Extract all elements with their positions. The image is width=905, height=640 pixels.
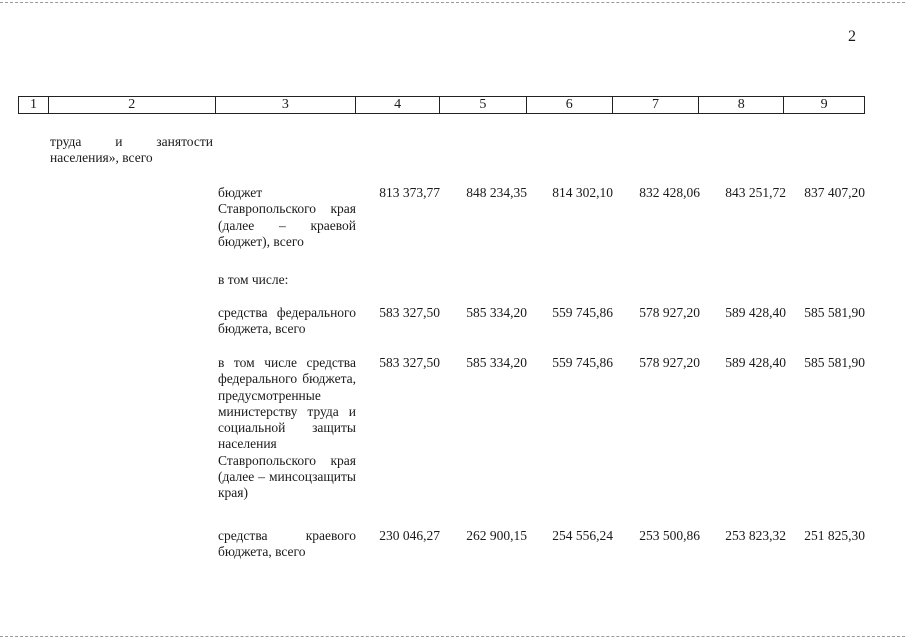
table-row (357, 355, 865, 371)
value-cell-col7: 578 927,20 (639, 305, 700, 320)
page-number: 2 (848, 28, 856, 45)
value-cell-col8: 589 428,40 (725, 355, 786, 370)
value-cell-col6: 559 745,86 (552, 355, 613, 370)
value-cell-col5: 848 234,35 (466, 185, 527, 200)
header-cell-1: 1 (19, 97, 49, 113)
value-cell-col7: 253 500,86 (639, 528, 700, 543)
value-cell-col4: 813 373,77 (379, 185, 440, 200)
value-cell-col6: 254 556,24 (552, 528, 613, 543)
header-cell-4: 4 (356, 97, 440, 113)
value-cell-col4: 583 327,50 (379, 305, 440, 320)
value-cell-col5: 262 900,15 (466, 528, 527, 543)
value-cell-col9: 251 825,30 (804, 528, 865, 543)
value-cell-col4: 230 046,27 (379, 528, 440, 543)
value-cell-col9: 837 407,20 (804, 185, 865, 200)
header-cell-5: 5 (440, 97, 527, 113)
header-cell-8: 8 (699, 97, 784, 113)
header-cell-9: 9 (820, 97, 828, 112)
header-cell-2: 2 (49, 97, 216, 113)
funding-source-label: средства федерального бюджета, всего (218, 305, 356, 337)
scan-edge-top (0, 2, 905, 3)
including-label: в том числе: (218, 272, 289, 287)
value-cell-col5: 585 334,20 (466, 305, 527, 320)
value-cell-col5: 585 334,20 (466, 355, 527, 370)
value-cell-col8: 589 428,40 (725, 305, 786, 320)
program-name-cell: труда и занятости населения», всего (50, 134, 213, 166)
funding-source-label: бюджет Ставропольского края (далее – краевой бюджет), всего (218, 185, 356, 249)
value-cell-col9: 585 581,90 (804, 355, 865, 370)
value-cell-col7: 578 927,20 (639, 355, 700, 370)
value-cell-col7: 832 428,06 (639, 185, 700, 200)
header-cell-3: 3 (216, 97, 357, 113)
value-cell-col6: 814 302,10 (552, 185, 613, 200)
funding-source-label: средства краевого бюджета, всего (218, 528, 356, 560)
header-cell-7: 7 (613, 97, 700, 113)
value-cell-col8: 843 251,72 (725, 185, 786, 200)
funding-source-label: в том числе средства федерального бюджета, предусмотренные министерству труда и социальной защиты населения Ставропольского края (далее – минсоцзащиты края) (218, 355, 356, 501)
value-cell-col6: 559 745,86 (552, 305, 613, 320)
table-header-row (18, 96, 865, 114)
header-cell-6: 6 (527, 97, 613, 113)
value-cell-col4: 583 327,50 (379, 355, 440, 370)
table-row (357, 305, 865, 321)
table-row (357, 185, 865, 201)
value-cell-col9: 585 581,90 (804, 305, 865, 320)
scan-edge-bottom (0, 636, 905, 637)
value-cell-col8: 253 823,32 (725, 528, 786, 543)
table-row (357, 528, 865, 544)
